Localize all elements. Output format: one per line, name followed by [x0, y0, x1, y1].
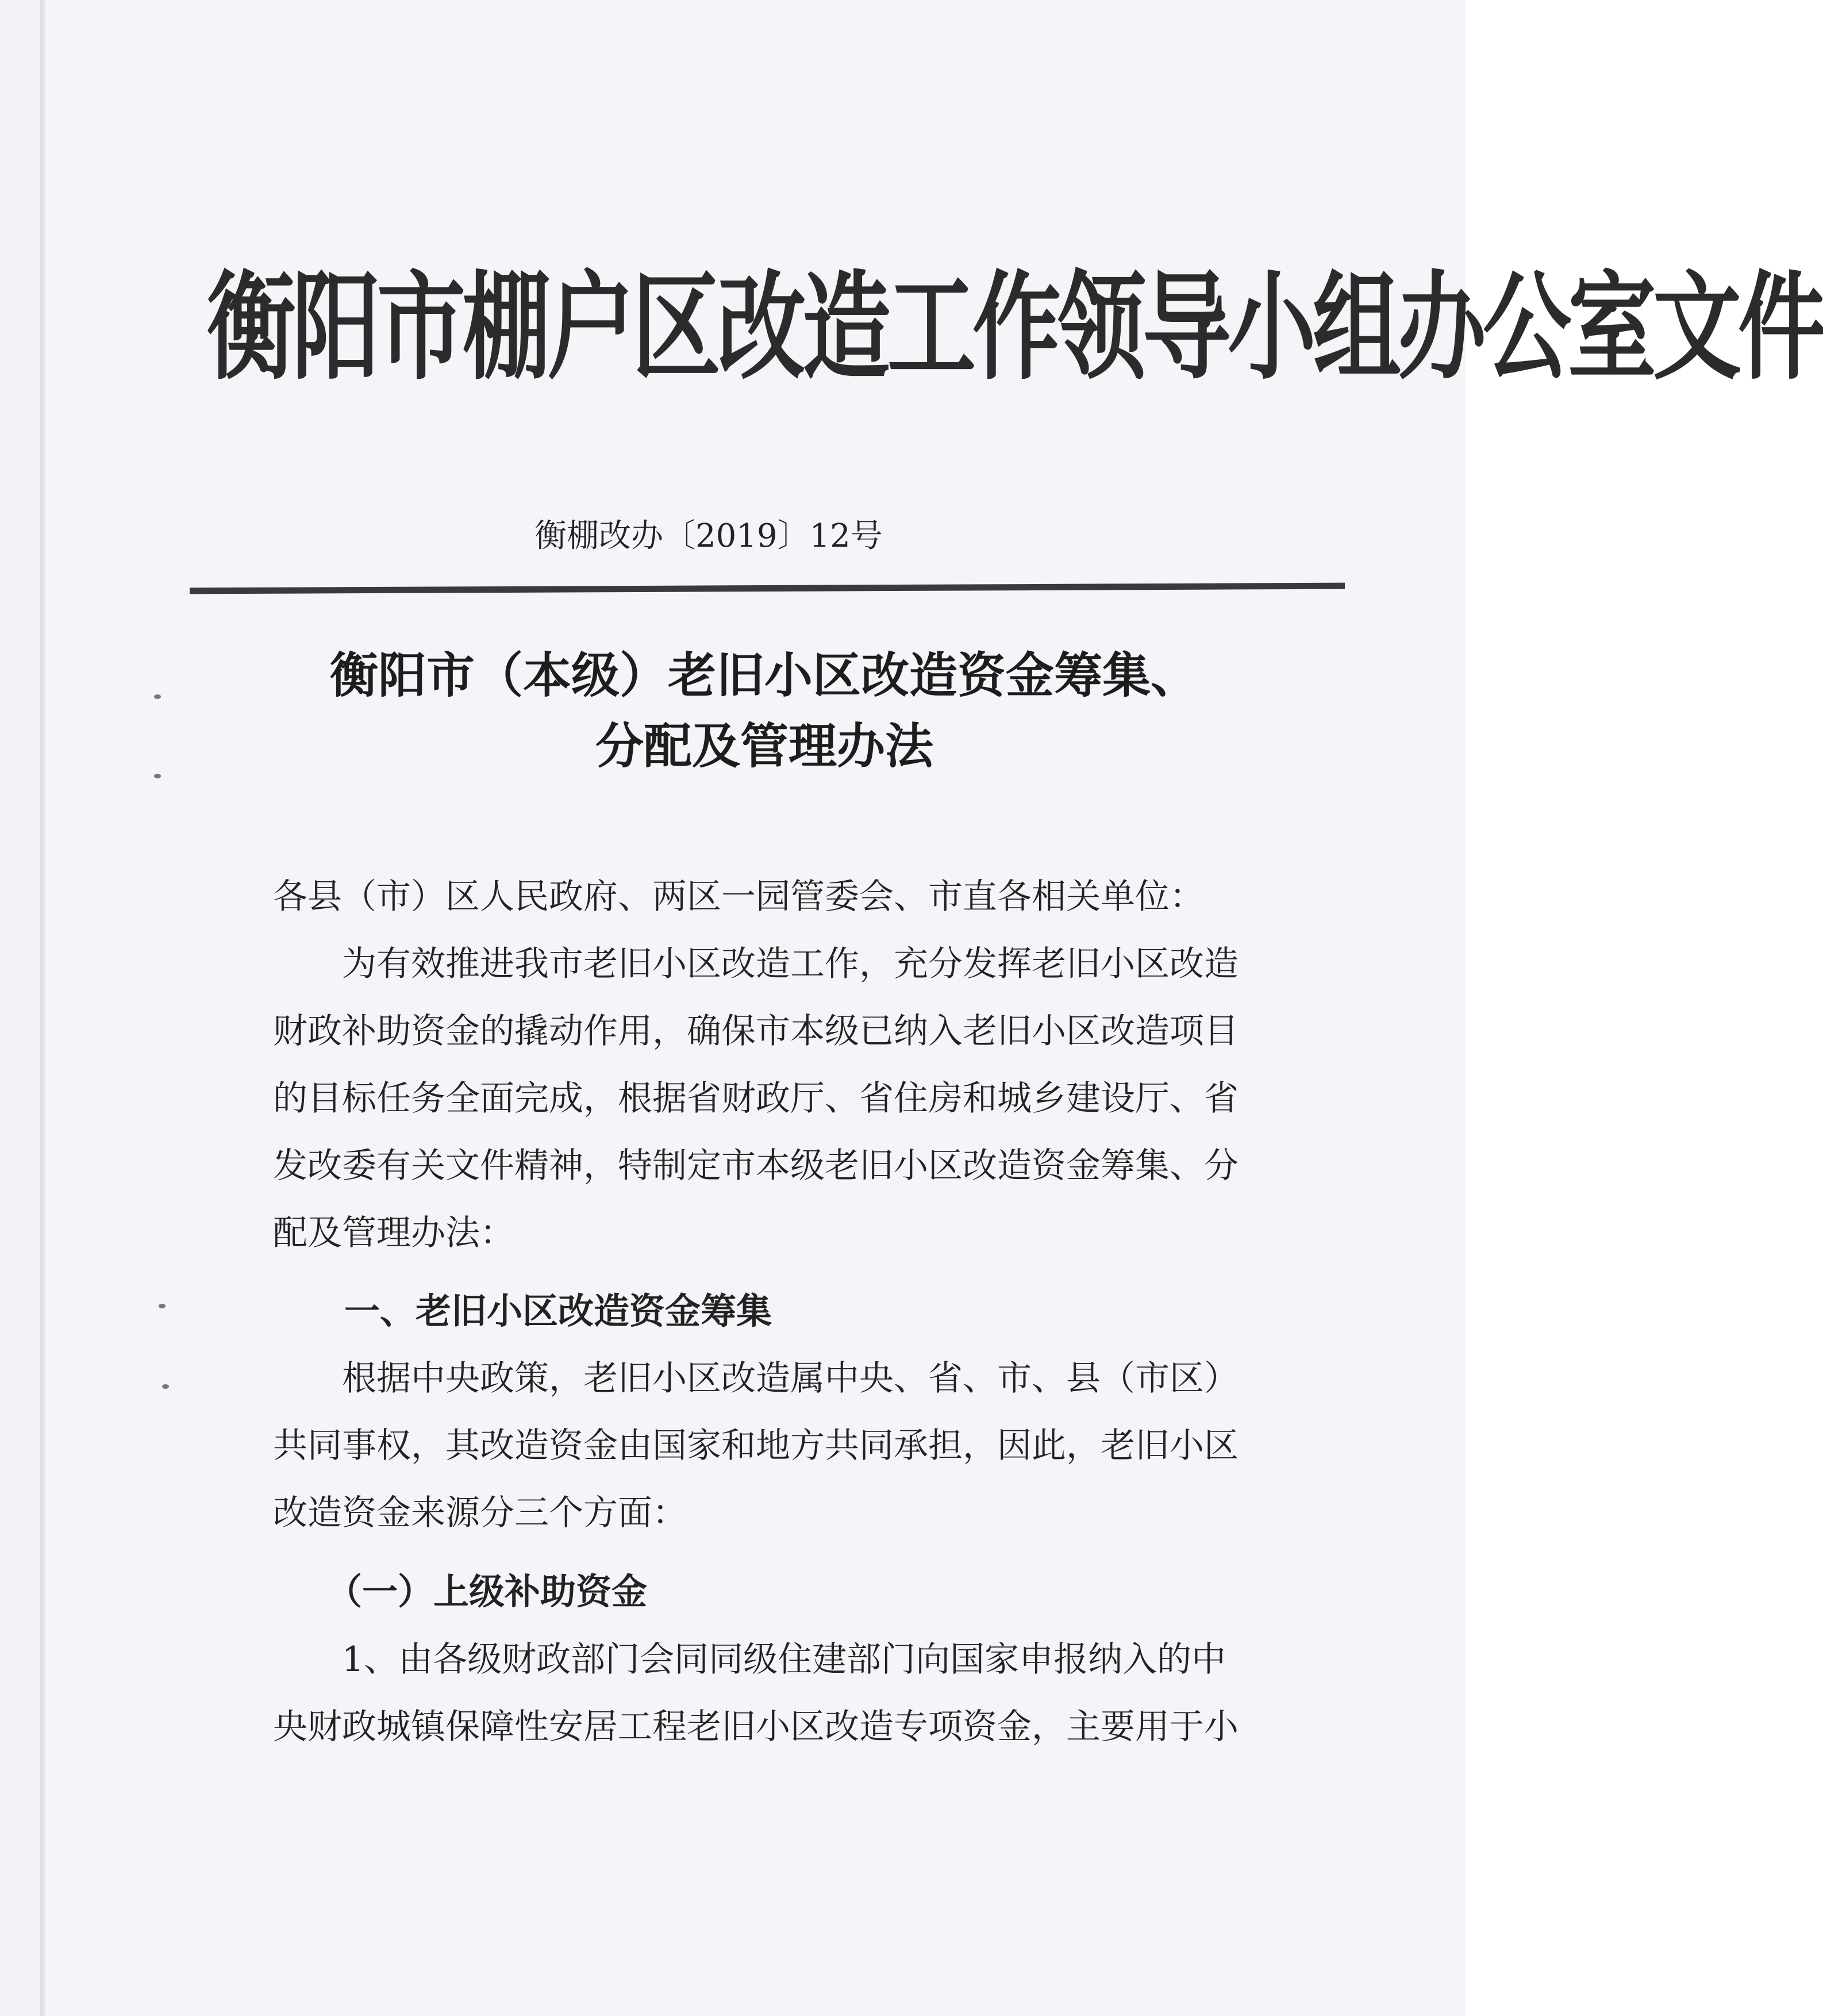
- body-line: 根据中央政策，老旧小区改造属中央、省、市、县（市区）: [273, 1358, 1239, 1399]
- body-line: 财政补助资金的撬动作用，确保市本级已纳入老旧小区改造项目: [273, 1011, 1239, 1051]
- recipients-line: 各县（市）区人民政府、两区一园管委会、市直各相关单位：: [273, 877, 1204, 917]
- document-title-line-2: 分配及管理办法: [595, 718, 933, 774]
- section-heading: 一、老旧小区改造资金筹集: [273, 1290, 772, 1332]
- issuer-header-title: 衡阳市棚户区改造工作领导小组办公室文件: [207, 258, 1823, 396]
- binding-hole-mark: [154, 774, 161, 778]
- body-line: 1、由各级财政部门会同同级住建部门向国家申报纳入的中: [273, 1639, 1226, 1680]
- binding-hole-mark: [162, 1384, 169, 1389]
- body-line: 共同事权，其改造资金由国家和地方共同承担，因此，老旧小区: [273, 1426, 1239, 1466]
- body-line: 为有效推进我市老旧小区改造工作，充分发挥老旧小区改造: [273, 944, 1239, 984]
- body-line: 发改委有关文件精神，特制定市本级老旧小区改造资金筹集、分: [273, 1146, 1239, 1186]
- document-number: 衡棚改办〔2019〕12号: [534, 517, 883, 555]
- binding-hole-mark: [154, 694, 161, 699]
- body-line: 的目标任务全面完成，根据省财政厅、省住房和城乡建设厅、省: [273, 1078, 1239, 1119]
- body-line: 配及管理办法：: [273, 1213, 514, 1253]
- body-line: 改造资金来源分三个方面：: [273, 1493, 687, 1533]
- binding-hole-mark: [159, 1304, 166, 1308]
- subsection-heading: （一）上级补助资金: [273, 1570, 648, 1612]
- body-line: 央财政城镇保障性安居工程老旧小区改造专项资金，主要用于小: [273, 1707, 1239, 1747]
- document-title-line-1: 衡阳市（本级）老旧小区改造资金筹集、: [329, 647, 1199, 704]
